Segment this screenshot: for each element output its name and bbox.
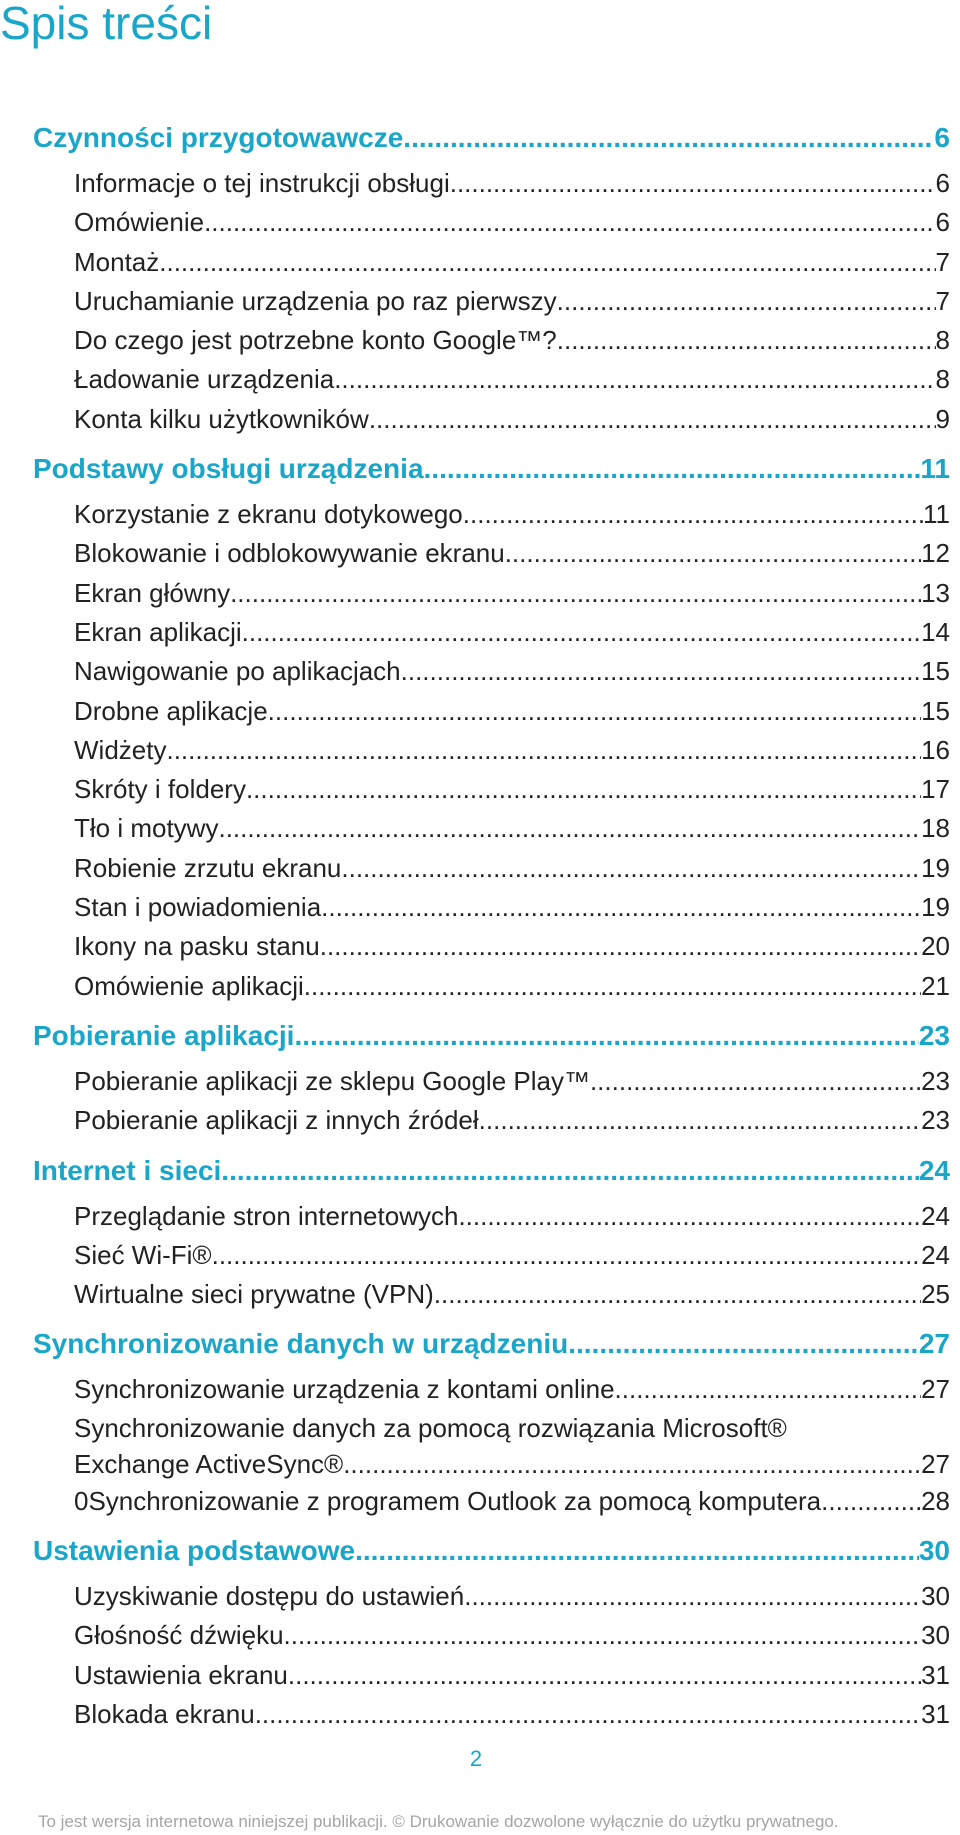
toc-leader [615, 1370, 922, 1409]
toc-entry[interactable] [74, 400, 950, 439]
toc-entry-title: Omówienie [74, 207, 205, 238]
toc-entry[interactable] [74, 613, 950, 652]
toc-entry[interactable] [74, 574, 950, 613]
toc-entry-page: 28 [921, 1485, 950, 1516]
toc-leader [246, 770, 921, 809]
toc-entry-title: Ustawienia ekranu [74, 1659, 288, 1690]
toc-entry-page: 6 [935, 168, 950, 198]
toc-entry-title: Korzystanie z ekranu dotykowego [74, 499, 463, 530]
toc-leader [479, 1101, 921, 1140]
toc-entry[interactable] [74, 1101, 950, 1140]
toc-leader [821, 1482, 921, 1521]
toc-chapter-title: Pobieranie aplikacji [33, 1019, 295, 1051]
toc-entry-page: 23 [921, 1105, 950, 1136]
toc-entry-page: 19 [921, 852, 950, 883]
toc-entry-title: Ikony na pasku stanu [74, 931, 320, 962]
toc-entry-page: 18 [921, 813, 950, 844]
toc-entry-title: Pobieranie aplikacji z innych źródeł [74, 1105, 479, 1136]
toc-chapter[interactable] [33, 443, 950, 495]
toc-entry-page: 15 [921, 656, 950, 687]
toc-entry[interactable] [74, 849, 950, 888]
toc-entry-title: Widżety [74, 734, 167, 765]
toc-chapter[interactable] [33, 1145, 950, 1197]
toc-entry-title: Sieć Wi-Fi® [74, 1239, 212, 1270]
toc-chapter[interactable] [33, 1318, 950, 1370]
toc-entry-page: 12 [921, 538, 950, 569]
toc-entry-title: Drobne aplikacje [74, 695, 268, 726]
toc-entry-title-line2: Exchange ActiveSync® [74, 1448, 344, 1479]
toc-entry-title: Synchronizowanie urządzenia z kontami online [74, 1374, 615, 1405]
toc-leader [434, 1275, 921, 1314]
toc-entry-page: 9 [935, 403, 950, 434]
toc-leader [321, 888, 921, 927]
toc-entry[interactable] [74, 888, 950, 927]
toc-chapter-page: 24 [918, 1154, 950, 1186]
toc-leader [159, 243, 935, 282]
toc-entry-title: Do czego jest potrzebne konto Google™? [74, 325, 557, 356]
toc-entry-title: Informacje o tej instrukcji obsługi [74, 168, 450, 198]
toc-entry-title: Ładowanie urządzenia [74, 364, 335, 395]
toc-entry-title: Nawigowanie po aplikacjach [74, 656, 401, 687]
toc-leader [268, 692, 921, 731]
toc-leader [463, 495, 923, 534]
toc-entry[interactable] [74, 1370, 950, 1409]
toc-chapter-title: Podstawy obsługi urządzenia [33, 453, 424, 485]
toc-leader [242, 613, 921, 652]
toc-leader [557, 282, 936, 321]
toc-entry-page: 24 [921, 1239, 950, 1270]
toc-leader [341, 849, 921, 888]
toc-entry-title: Uruchamianie urządzenia po raz pierwszy [74, 285, 557, 316]
toc-leader [343, 1446, 921, 1482]
toc-leader [230, 574, 921, 613]
toc-entry-page: 27 [921, 1374, 950, 1405]
toc-entry-title: Pobieranie aplikacji ze sklepu Google Play™ [74, 1065, 590, 1096]
toc-chapter-page: 11 [920, 453, 950, 485]
toc-entry-title: Głośność dźwięku [74, 1620, 284, 1651]
toc-entry-page: 14 [921, 616, 950, 647]
toc-leader [320, 927, 921, 966]
toc-entry[interactable] [74, 927, 950, 966]
toc-entry[interactable] [74, 164, 950, 203]
toc-entry-title: Przeglądanie stron internetowych [74, 1200, 459, 1231]
toc-entry[interactable] [74, 203, 950, 242]
toc-entry[interactable] [74, 652, 950, 691]
toc-entry-title: Montaż [74, 246, 160, 277]
toc-entry-title: Omówienie aplikacji [74, 970, 304, 1001]
toc-leader [221, 1145, 919, 1197]
toc-entry-page: 7 [935, 246, 950, 277]
toc-entry[interactable] [74, 1577, 950, 1616]
toc-entry-title: Ekran aplikacji [74, 616, 242, 647]
toc-entry[interactable] [74, 360, 950, 399]
toc-entry-page: 7 [935, 285, 950, 316]
toc-chapter-title: Internet i sieci [33, 1154, 222, 1186]
toc-entry-title: Skróty i foldery [74, 774, 246, 805]
toc-leader [424, 443, 921, 495]
footer-note: To jest wersja internetowa niniejszej publikacji. © Drukowanie dozwolone wyłącznie do użytku prywatnego. [38, 1812, 839, 1831]
toc-entry-page: 30 [921, 1620, 950, 1651]
toc-leader [204, 203, 935, 242]
toc-entry-page: 30 [921, 1581, 950, 1612]
toc-entry-page: 17 [921, 774, 950, 805]
toc-chapter-page: 23 [918, 1019, 950, 1051]
toc-entry-title: Stan i powiadomienia [74, 892, 322, 923]
toc-entry-title: Wirtualne sieci prywatne (VPN) [74, 1279, 434, 1310]
toc-entry-title: Tło i motywy [74, 813, 219, 844]
toc-entry[interactable] [74, 1197, 950, 1236]
toc-entry-page: 23 [921, 1065, 950, 1096]
toc-leader [218, 809, 921, 848]
toc-leader [401, 652, 921, 691]
toc-entry[interactable] [74, 1656, 950, 1695]
toc-entry-title: Konta kilku użytkowników [74, 403, 369, 434]
toc-entry-page: 27 [921, 1448, 950, 1479]
toc-entry[interactable] [74, 809, 950, 848]
toc-entry-title: Blokada ekranu [74, 1698, 255, 1729]
toc-entry-page: 25 [921, 1279, 950, 1310]
toc-leader [458, 1197, 921, 1236]
toc-entry[interactable] [74, 534, 950, 573]
toc-entry-title: Uzyskiwanie dostępu do ustawień [74, 1581, 465, 1612]
toc-leader [355, 1525, 919, 1577]
toc-entry-page: 8 [935, 364, 950, 395]
toc-entry[interactable] [74, 1236, 950, 1275]
toc-leader [450, 164, 936, 203]
toc-entry-page: 31 [921, 1659, 950, 1690]
toc-entry-title-line1: Synchronizowanie danych za pomocą rozwiązania Microsoft® [74, 1412, 787, 1443]
toc-chapter-page: 27 [918, 1328, 950, 1360]
toc-entry-page: 6 [935, 207, 950, 238]
toc-entry[interactable] [74, 1062, 950, 1101]
toc-entry[interactable] [74, 495, 950, 534]
toc-chapter[interactable] [33, 112, 950, 164]
toc-entry-page: 15 [921, 695, 950, 726]
toc-entry-title: Ekran główny [74, 577, 231, 608]
toc-entry-title: Blokowanie i odblokowywanie ekranu [74, 538, 505, 569]
toc-entry[interactable] [74, 1482, 950, 1521]
toc-entry-page: 19 [921, 892, 950, 923]
toc-leader [334, 360, 935, 399]
toc-entry-page: 8 [935, 325, 950, 356]
toc-leader [403, 112, 934, 164]
toc-leader [568, 1318, 919, 1370]
toc-entry-page: 13 [921, 577, 950, 608]
toc-entry[interactable] [74, 1695, 950, 1734]
toc-entry[interactable] [74, 321, 950, 360]
toc-chapter-title: Synchronizowanie danych w urządzeniu [33, 1328, 569, 1360]
toc-entry[interactable] [74, 282, 950, 321]
toc-leader [505, 534, 921, 573]
toc-entry-title: 0Synchronizowanie z programem Outlook za pomocą komputera [74, 1485, 822, 1516]
toc-entry-title: Robienie zrzutu ekranu [74, 852, 342, 883]
toc-leader [369, 400, 936, 439]
toc-entry[interactable] [74, 243, 950, 282]
toc-chapter-page: 30 [918, 1535, 950, 1567]
toc-leader [288, 1656, 921, 1695]
toc-chapter-page: 6 [934, 122, 950, 153]
toc-leader [590, 1062, 921, 1101]
toc-entry-page: 20 [921, 931, 950, 962]
toc-leader [284, 1616, 922, 1655]
toc-entry[interactable] [74, 731, 950, 770]
toc-leader [464, 1577, 921, 1616]
toc-entry[interactable] [74, 692, 950, 731]
toc-leader [255, 1695, 921, 1734]
toc-entry-page: 16 [921, 734, 950, 765]
toc-leader [166, 731, 921, 770]
toc-chapter-title: Czynności przygotowawcze [33, 122, 404, 153]
toc-entry[interactable] [74, 770, 950, 809]
toc-chapter-title: Ustawienia podstawowe [33, 1535, 356, 1567]
toc-chapter[interactable] [33, 1525, 950, 1577]
toc-entry[interactable] [74, 1616, 950, 1655]
toc-entry[interactable] [74, 1410, 950, 1482]
toc-leader [294, 1010, 918, 1062]
toc-leader [304, 967, 921, 1006]
toc-entry[interactable] [74, 1275, 950, 1314]
toc-entry-page: 31 [921, 1698, 950, 1729]
toc-entry-page: 24 [921, 1200, 950, 1231]
page-number: 2 [469, 1746, 483, 1771]
toc-entry-page: 11 [923, 499, 950, 530]
toc-entry-page: 21 [921, 970, 950, 1001]
table-of-contents [0, 112, 960, 1734]
toc-leader [212, 1236, 921, 1275]
toc-leader [557, 321, 936, 360]
toc-entry[interactable] [74, 967, 950, 1006]
page-title: Spis treści [0, 0, 213, 49]
toc-chapter[interactable] [33, 1010, 950, 1062]
